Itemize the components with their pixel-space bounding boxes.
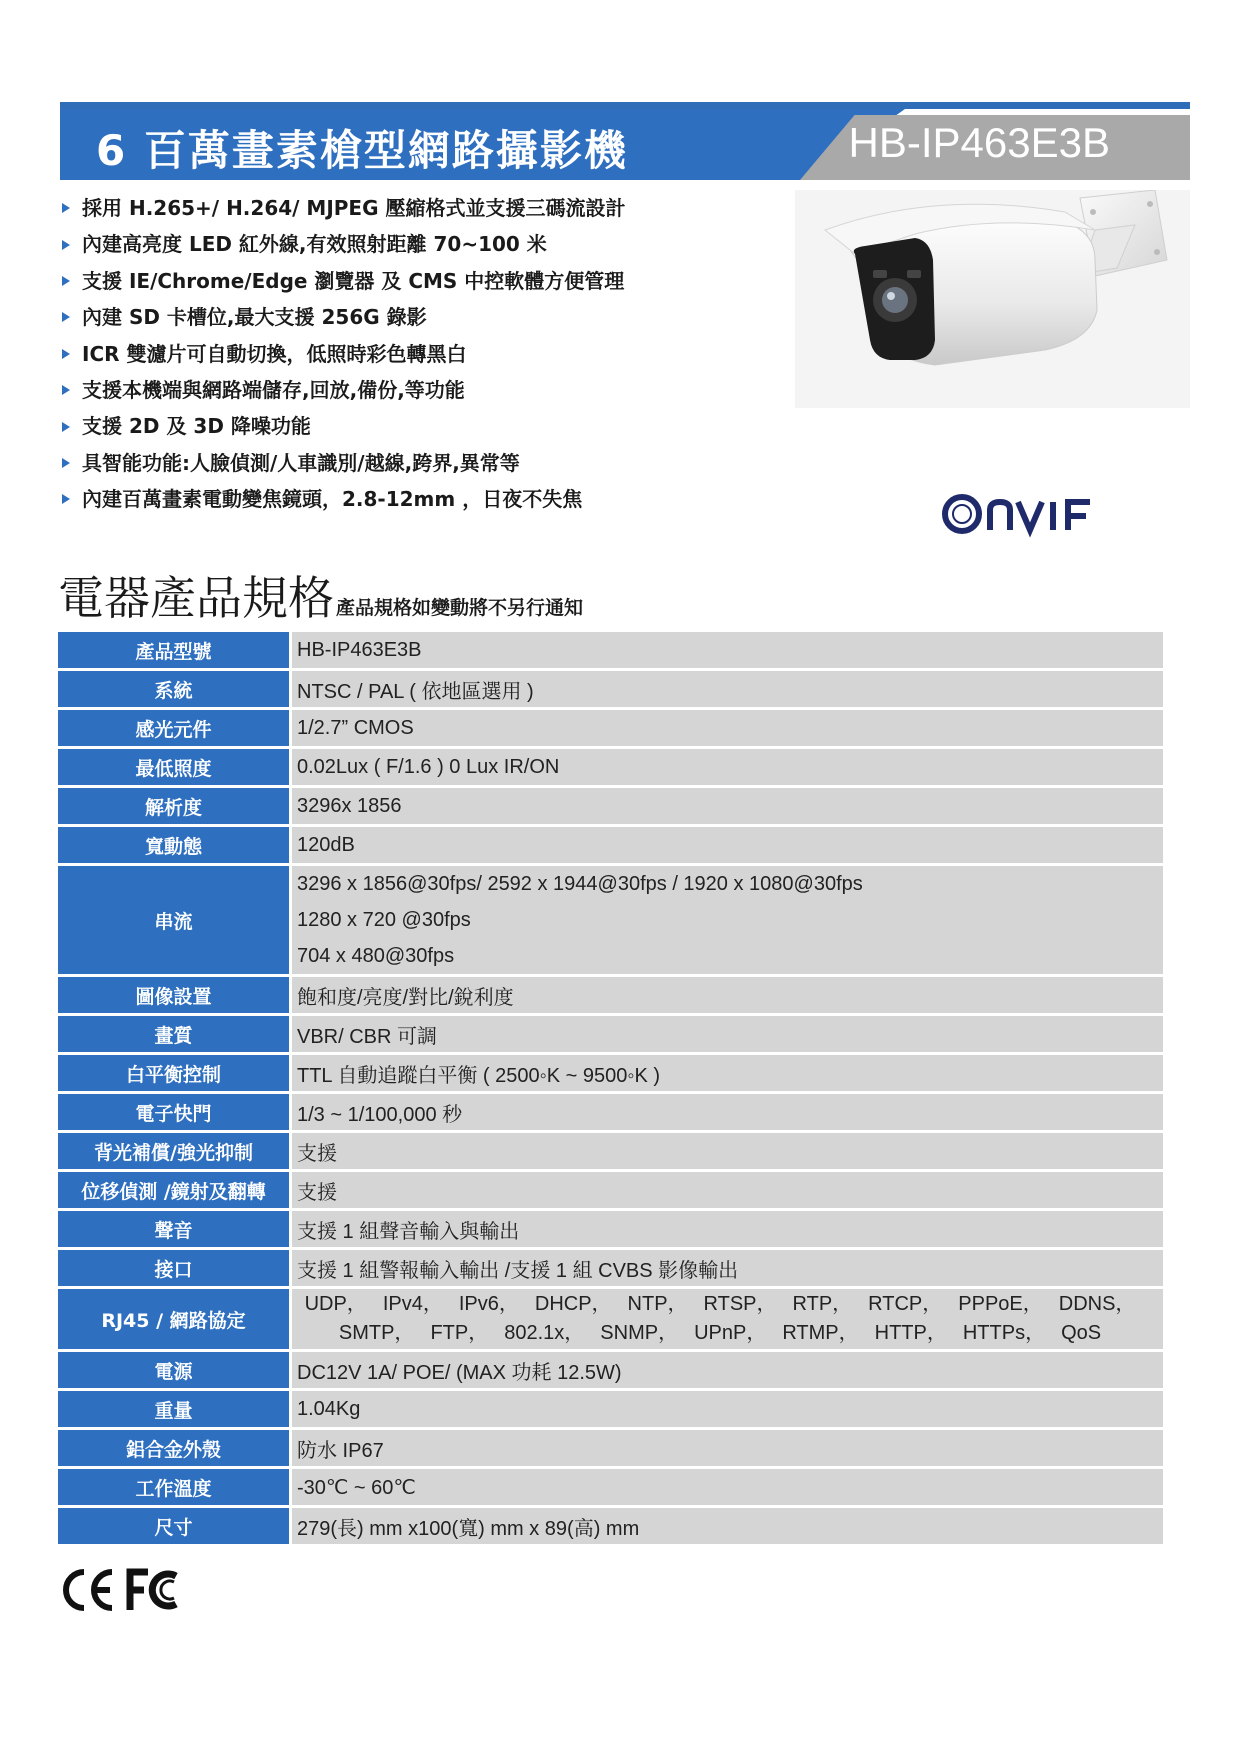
triangle-bullet-icon — [62, 422, 70, 432]
spec-label: 電源 — [58, 1352, 289, 1388]
spec-row — [58, 827, 1163, 863]
triangle-bullet-icon — [62, 494, 70, 504]
protocol-item: 802.1x， — [504, 1322, 585, 1344]
feature-text: 內建百萬畫素電動變焦鏡頭，2.8-12mm ，日夜不失焦 — [82, 487, 583, 512]
onvif-logo-icon — [940, 488, 1100, 538]
spec-label: 尺寸 — [58, 1508, 289, 1544]
spec-row — [58, 1172, 1163, 1208]
spec-value-line: HB-IP463E3B — [297, 638, 422, 661]
spec-row — [58, 710, 1163, 746]
spec-value-line: 704 x 480@30fps — [297, 945, 455, 967]
protocol-item: IPv4， — [382, 1293, 443, 1315]
spec-value-line: 支援 1 組警報輸入輸出 /支援 1 組 CVBS 影像輸出 — [297, 1259, 739, 1282]
spec-value-line: 支援 1 組聲音輸入與輸出 — [297, 1220, 520, 1243]
header-banner — [60, 102, 1190, 180]
feature-item — [62, 226, 782, 262]
spec-row — [58, 1469, 1163, 1505]
feature-text: 採用 H.265+/ H.264/ MJPEG 壓縮格式並支援三碼流設計 — [82, 196, 626, 220]
feature-text: 支援本機端與網路端儲存,回放,備份,等功能 — [82, 377, 465, 402]
protocol-item: QoS — [1061, 1322, 1102, 1344]
spec-label: 解析度 — [58, 788, 289, 824]
feature-text: 內建 SD 卡槽位,最大支援 256G 錄影 — [82, 305, 427, 330]
feature-list — [62, 190, 782, 518]
spec-value — [292, 866, 1163, 974]
spec-value — [292, 1172, 1163, 1208]
protocol-item: RTMP， — [782, 1322, 859, 1344]
feature-item — [62, 190, 782, 226]
feature-item — [62, 481, 782, 517]
feature-item — [62, 445, 782, 481]
spec-value — [292, 1094, 1163, 1130]
product-title: 6 百萬畫素槍型網路攝影機 — [96, 126, 628, 175]
protocol-item: DHCP， — [534, 1293, 612, 1315]
spec-value — [292, 827, 1163, 863]
spec-value — [292, 1391, 1163, 1427]
spec-value-line: -30℃ ~ 60℃ — [297, 1476, 416, 1499]
spec-value-line: DC12V 1A/ POE/ (MAX 功耗 12.5W) — [297, 1361, 622, 1384]
protocol-item: DDNS， — [1058, 1293, 1136, 1315]
protocol-item: HTTP， — [874, 1322, 947, 1344]
spec-value — [292, 1508, 1163, 1544]
spec-value — [292, 1055, 1163, 1091]
protocol-item: RTSP， — [703, 1293, 777, 1315]
spec-row — [58, 1250, 1163, 1286]
protocol-item: SNMP， — [600, 1322, 679, 1344]
spec-value — [292, 632, 1163, 668]
spec-value — [292, 710, 1163, 746]
protocol-item: NTP， — [627, 1293, 688, 1315]
spec-value — [292, 788, 1163, 824]
triangle-bullet-icon — [62, 203, 70, 213]
spec-value — [292, 1469, 1163, 1505]
spec-label: 接口 — [58, 1250, 289, 1286]
ce-fc-logo-icon — [58, 1568, 188, 1612]
feature-text: 內建高亮度 LED 紅外線,有效照射距離 70~100 米 — [82, 232, 547, 257]
spec-value — [292, 671, 1163, 707]
spec-row — [58, 866, 1163, 974]
onvif-logo — [940, 488, 1100, 538]
spec-row — [58, 671, 1163, 707]
triangle-bullet-icon — [62, 458, 70, 468]
spec-label: 串流 — [58, 866, 289, 974]
spec-value — [292, 749, 1163, 785]
feature-text: ICR 雙濾片可自動切換，低照時彩色轉黑白 — [82, 341, 467, 366]
spec-label: 產品型號 — [58, 632, 289, 668]
feature-text: 具智能功能:人臉偵測/人車識別/越線,跨界,異常等 — [82, 450, 520, 475]
spec-heading — [58, 562, 583, 628]
banner-top-line — [60, 102, 1190, 109]
spec-value-line: 279(長) mm x100(寬) mm x 89(高) mm — [297, 1517, 640, 1540]
feature-item — [62, 263, 782, 299]
protocol-item: RTCP， — [868, 1293, 943, 1315]
protocol-item: RTP， — [792, 1293, 853, 1315]
spec-value-line: 1/2.7” CMOS — [297, 716, 414, 739]
protocol-item: UDP， — [304, 1293, 367, 1315]
spec-row — [58, 749, 1163, 785]
protocol-item: HTTPs， — [962, 1322, 1046, 1344]
spec-value-line: 120dB — [297, 833, 355, 856]
spec-value-line: 防水 IP67 — [297, 1439, 384, 1462]
product-model: HB-IP463E3B — [848, 119, 1110, 166]
protocol-item: UPnP， — [694, 1322, 767, 1344]
spec-label: RJ45 / 網路協定 — [58, 1289, 289, 1349]
spec-row — [58, 788, 1163, 824]
triangle-bullet-icon — [62, 312, 70, 322]
spec-value-line: 3296x 1856 — [297, 794, 402, 817]
spec-label: 聲音 — [58, 1211, 289, 1247]
spec-value — [292, 1352, 1163, 1388]
spec-value — [292, 1133, 1163, 1169]
spec-label: 電子快門 — [58, 1094, 289, 1130]
triangle-bullet-icon — [62, 276, 70, 286]
spec-value — [292, 1250, 1163, 1286]
spec-heading-note: 產品規格如變動將不另行通知 — [336, 597, 584, 619]
protocol-item: PPPoE， — [958, 1293, 1043, 1315]
spec-value-line: 支援 — [297, 1142, 337, 1165]
spec-label: 鋁合金外殼 — [58, 1430, 289, 1466]
triangle-bullet-icon — [62, 385, 70, 395]
feature-item — [62, 408, 782, 444]
spec-value — [292, 1016, 1163, 1052]
spec-value-line: TTL 自動追蹤白平衡 ( 2500◦K ~ 9500◦K ) — [297, 1064, 660, 1087]
spec-label: 工作溫度 — [58, 1469, 289, 1505]
spec-label: 重量 — [58, 1391, 289, 1427]
feature-item — [62, 299, 782, 335]
spec-row — [58, 977, 1163, 1013]
feature-text: 支援 2D 及 3D 降噪功能 — [82, 414, 311, 439]
spec-value-line: 支援 — [297, 1181, 337, 1204]
feature-item — [62, 372, 782, 408]
spec-row — [58, 1133, 1163, 1169]
spec-row — [58, 1055, 1163, 1091]
spec-value-line: VBR/ CBR 可調 — [297, 1025, 438, 1048]
spec-label: 系統 — [58, 671, 289, 707]
spec-value-line: 1/3 ~ 1/100,000 秒 — [297, 1103, 463, 1126]
protocol-item: FTP， — [430, 1322, 489, 1344]
spec-table — [58, 632, 1163, 1547]
spec-label: 白平衡控制 — [58, 1055, 289, 1091]
spec-value-line: 飽和度/亮度/對比/銳利度 — [297, 986, 514, 1009]
triangle-bullet-icon — [62, 349, 70, 359]
spec-row — [58, 1016, 1163, 1052]
spec-row — [58, 1211, 1163, 1247]
spec-label: 感光元件 — [58, 710, 289, 746]
spec-label: 畫質 — [58, 1016, 289, 1052]
spec-value-line: 0.02Lux ( F/1.6 ) 0 Lux IR/ON — [297, 755, 560, 778]
spec-value — [292, 1211, 1163, 1247]
protocol-item: IPv6， — [458, 1293, 519, 1315]
spec-value-line: 1.04Kg — [297, 1397, 361, 1420]
spec-row — [58, 1289, 1163, 1349]
spec-value-line: 1280 x 720 @30fps — [297, 909, 471, 931]
spec-row — [58, 1391, 1163, 1427]
spec-row — [58, 1352, 1163, 1388]
feature-item — [62, 336, 782, 372]
spec-label: 圖像設置 — [58, 977, 289, 1013]
spec-label: 最低照度 — [58, 749, 289, 785]
spec-row — [58, 1508, 1163, 1544]
triangle-bullet-icon — [62, 240, 70, 250]
bullet-camera-icon — [795, 190, 1190, 408]
spec-value — [292, 977, 1163, 1013]
spec-row — [58, 632, 1163, 668]
camera-image — [795, 190, 1190, 408]
spec-row — [58, 1430, 1163, 1466]
feature-text: 支援 IE/Chrome/Edge 瀏覽器 及 CMS 中控軟體方便管理 — [82, 268, 625, 293]
spec-value — [292, 1430, 1163, 1466]
certification-marks — [58, 1568, 188, 1612]
spec-label: 位移偵測 /鏡射及翻轉 — [58, 1172, 289, 1208]
spec-label: 寬動態 — [58, 827, 289, 863]
spec-row — [58, 1094, 1163, 1130]
spec-label: 背光補償/強光抑制 — [58, 1133, 289, 1169]
spec-value — [292, 1289, 1163, 1349]
spec-value-line: NTSC / PAL ( 依地區選用 ) — [297, 680, 534, 703]
protocol-item: SMTP， — [338, 1322, 415, 1344]
spec-heading-title: 電器產品規格 — [58, 571, 334, 625]
spec-value-line: 3296 x 1856@30fps/ 2592 x 1944@30fps / 1920 x 1080@30fps — [297, 873, 863, 895]
